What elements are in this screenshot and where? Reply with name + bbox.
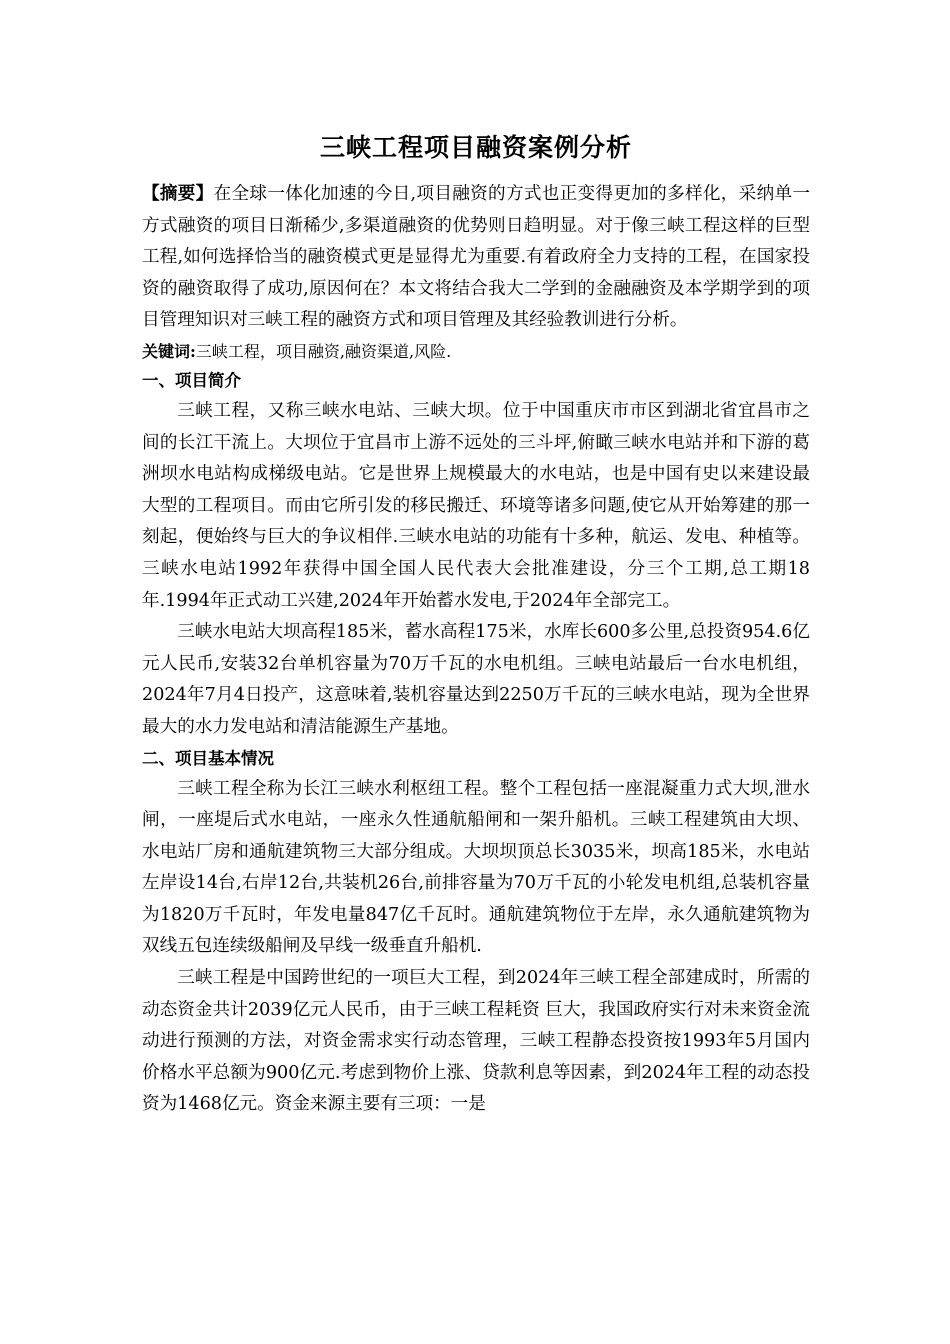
abstract-paragraph xyxy=(142,178,810,337)
keywords-line xyxy=(142,337,810,366)
keywords-text: 三峡工程，项目融资,融资渠道,风险. xyxy=(195,341,452,361)
section2-paragraph-1: 三峡工程全称为长江三峡水利枢纽工程。整个工程包括一座混凝重力式大坝,泄水闸，一座堤后式水电站，一座永久性通航船闸和一架升船机。三峡工程建筑由大坝、水电站厂房和通航建筑物三大部分组成。大坝坝顶总长3035米，坝高185米，水电站左岸设14台,右岸12台,共装机26台,前排容量为70万千瓦的小轮发电机组,总装机容量为1820万千瓦时，年发电量847亿千瓦时。通航建筑物位于左岸，永久通航建筑物为双线五包连续级船闸及早线一级垂直升船机. xyxy=(142,778,810,957)
document-title: 三峡工程项目融资案例分析 xyxy=(319,133,632,162)
abstract-text: 在全球一体化加速的今日,项目融资的方式也正变得更加的多样化，采纳单一方式融资的项目日渐稀少,多渠道融资的优势则日趋明显。对于像三峡工程这样的巨型工程,如何选择恰当的融资模式更是显得尤为重要.有着政府全力支持的工程，在国家投资的融资取得了成功,原因何在？本文将结合我大二学到的金融融资及本学期学到的项目管理知识对三峡工程的融资方式和项目管理及其经验教训进行分析。 xyxy=(142,184,810,331)
section1-paragraph-2: 三峡水电站大坝高程185米，蓄水高程175米，水库长600多公里,总投资954.6亿元人民币,安装32台单机容量为70万千瓦的水电机组。三峡电站最后一台水电机组，2024年7月4日投产，这意味着,装机容量达到2250万千瓦的三峡水电站，现为全世界最大的水力发电站和清洁能源生产基地。 xyxy=(142,622,810,737)
keywords-label: 关键词: xyxy=(142,341,196,361)
abstract-label: 【摘要】 xyxy=(142,183,214,204)
section-heading-project-intro: 一、项目简介 xyxy=(142,370,241,390)
section-heading-basic-info: 二、项目基本情况 xyxy=(142,748,274,768)
section1-paragraph-1: 三峡工程，又称三峡水电站、三峡大坝。位于中国重庆市市区到湖北省宜昌市之间的长江干流上。大坝位于宜昌市上游不远处的三斗坪,俯瞰三峡水电站并和下游的葛洲坝水电站构成梯级电站。它是世界上规模最大的水电站，也是中国有史以来建设最大型的工程项目。而由它所引发的移民搬迁、环境等诸多问题,使它从开始筹建的那一刻起，便始终与巨大的争议相伴.三峡水电站的功能有十多种，航运、发电、种植等。三峡水电站1992年获得中国全国人民代表大会批准建设，分三个工期,总工期18年.1994年正式动工兴建,2024年开始蓄水发电,于2024年全部完工。 xyxy=(142,400,810,611)
document-page xyxy=(142,128,810,1121)
section2-paragraph-2: 三峡工程是中国跨世纪的一项巨大工程，到2024年三峡工程全部建成时，所需的动态资金共计2039亿元人民币，由于三峡工程耗资 巨大，我国政府实行对未来资金流动进行预测的方法，对资金需求实行动态管理，三峡工程静态投资按1993年5月国内价格水平总额为900亿元.考虑到物价上涨、贷款利息等因素，到2024年工程的动态投资为1468亿元。资金来源主要有三项：一是 xyxy=(142,968,810,1115)
